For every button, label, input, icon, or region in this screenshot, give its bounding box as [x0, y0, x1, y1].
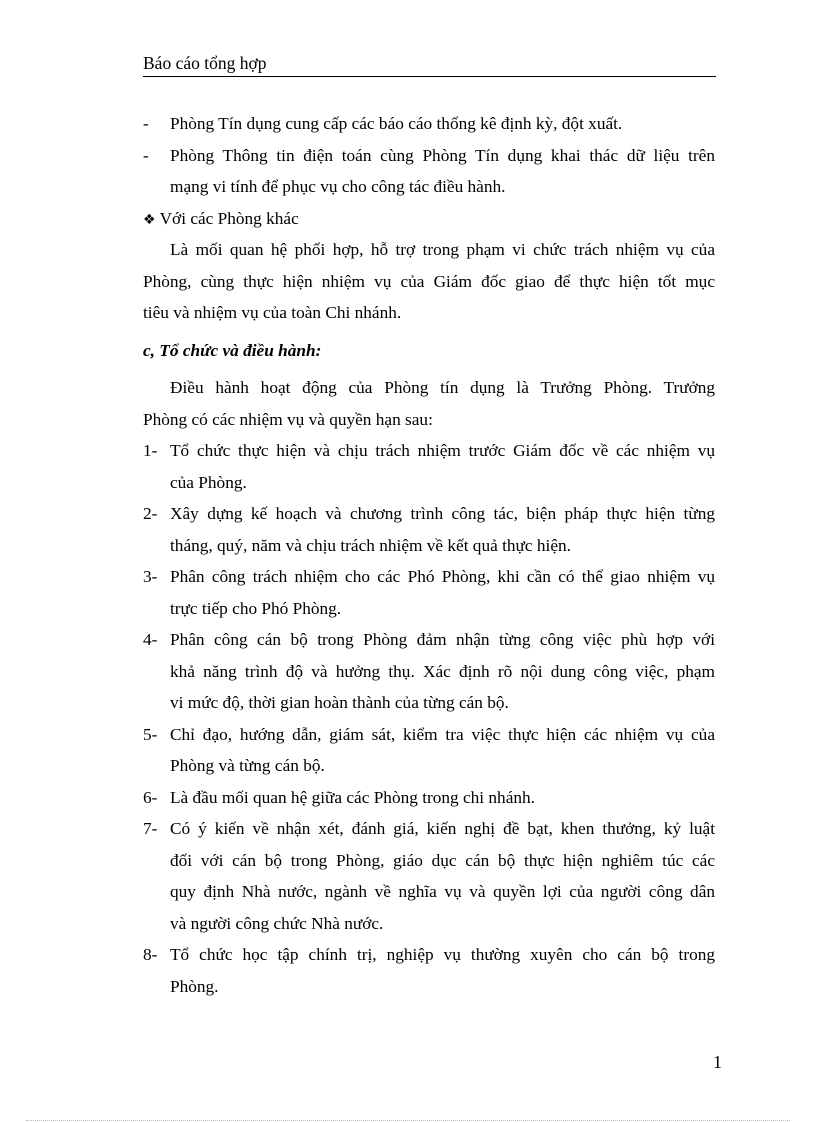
page-bottom-divider: [26, 1120, 790, 1121]
list-item: [143, 782, 715, 814]
paragraph-line: khả năng trình độ và hưởng thụ. Xác định rõ nội dung công việc, phạm: [170, 661, 715, 681]
paragraph-line: Xây dựng kế hoạch và chương trình công tác, biện pháp thực hiện từng: [170, 504, 715, 523]
paragraph-line: Phòng có các nhiệm vụ và quyền hạn sau:: [143, 409, 433, 429]
paragraph-line: Là đầu mối quan hệ giữa các Phòng trong chi nhánh.: [170, 787, 535, 807]
paragraph-line: Điều hành hoạt động của Phòng tín dụng là Trưởng Phòng. Trưởng: [170, 378, 715, 397]
page-body: [143, 108, 715, 1002]
section-heading: c, Tổ chức và điều hành:: [143, 340, 322, 360]
paragraph-line: Có ý kiến về nhận xét, đánh giá, kiến nghị đề bạt, khen thưởng, kỷ luật: [170, 819, 715, 838]
header-title: Báo cáo tổng hợp: [143, 53, 267, 73]
dash-marker: -: [143, 145, 149, 165]
diamond-bullet-icon: ❖: [143, 211, 156, 228]
number-marker: 4-: [143, 630, 158, 649]
subsection-title-text: Với các Phòng khác: [159, 208, 299, 228]
paragraph-line: tháng, quý, năm và chịu trách nhiệm về kết quả thực hiện.: [170, 535, 571, 555]
list-item: [143, 140, 715, 203]
paragraph-line: Phòng và từng cán bộ.: [170, 756, 325, 775]
number-marker: 6-: [143, 787, 158, 807]
paragraph-line: và người công chức Nhà nước.: [170, 913, 384, 933]
running-header: [143, 52, 716, 77]
subsection-title: [143, 203, 715, 235]
list-item: [143, 719, 715, 782]
paragraph-line: quy định Nhà nước, ngành về nghĩa vụ và quyền lợi của người công dân: [170, 882, 715, 901]
paragraph-line: Phòng, cùng thực hiện nhiệm vụ của Giám đốc giao để thực hiện tốt mục: [143, 271, 715, 291]
number-marker: 2-: [143, 504, 158, 523]
number-marker: 5-: [143, 724, 158, 744]
number-marker: 8-: [143, 945, 158, 964]
dash-marker: -: [143, 114, 149, 133]
paragraph-line: Tổ chức học tập chính trị, nghiệp vụ thường xuyên cho cán bộ trong: [170, 945, 715, 964]
paragraph-line: tiêu và nhiệm vụ của toàn Chi nhánh.: [143, 303, 402, 322]
list-item: [143, 561, 715, 624]
list-item: [143, 435, 715, 498]
paragraph-line: Tổ chức thực hiện và chịu trách nhiệm trước Giám đốc về các nhiệm vụ: [170, 441, 715, 460]
paragraph-line: trực tiếp cho Phó Phòng.: [170, 598, 342, 618]
paragraph-line: Phân công trách nhiệm cho các Phó Phòng, khi cần có thể giao nhiệm vụ: [170, 567, 715, 586]
paragraph-line: của Phòng.: [170, 472, 247, 492]
list-item: [143, 813, 715, 939]
number-marker: 3-: [143, 567, 158, 586]
list-item: [143, 498, 715, 561]
number-marker: 7-: [143, 819, 158, 838]
paragraph-line: Là mối quan hệ phối hợp, hỗ trợ trong phạm vi chức trách nhiệm vụ của: [170, 240, 715, 259]
paragraph-line: vi mức độ, thời gian hoàn thành của từng cán bộ.: [170, 693, 509, 712]
paragraph-line: Phòng Thông tin điện toán cùng Phòng Tín dụng khai thác dữ liệu trên: [170, 145, 715, 165]
paragraph-line: đối với cán bộ trong Phòng, giáo dục cán bộ thực hiện nghiêm túc các: [170, 850, 715, 870]
list-item: [143, 624, 715, 719]
paragraph-line: Chỉ đạo, hướng dẫn, giám sát, kiểm tra việc thực hiện các nhiệm vụ của: [170, 724, 715, 744]
list-item: [143, 108, 715, 140]
paragraph-line: Phân công cán bộ trong Phòng đảm nhận từng công việc phù hợp với: [170, 630, 715, 649]
paragraph-line: Phòng.: [170, 976, 219, 996]
paragraph-line: Phòng Tín dụng cung cấp các báo cáo thống kê định kỳ, đột xuất.: [170, 114, 623, 133]
page-number: 1: [713, 1052, 722, 1072]
paragraph-line: mạng vi tính để phục vụ cho công tác điều hành.: [170, 177, 506, 196]
number-marker: 1-: [143, 441, 158, 460]
list-item: [143, 939, 715, 1002]
